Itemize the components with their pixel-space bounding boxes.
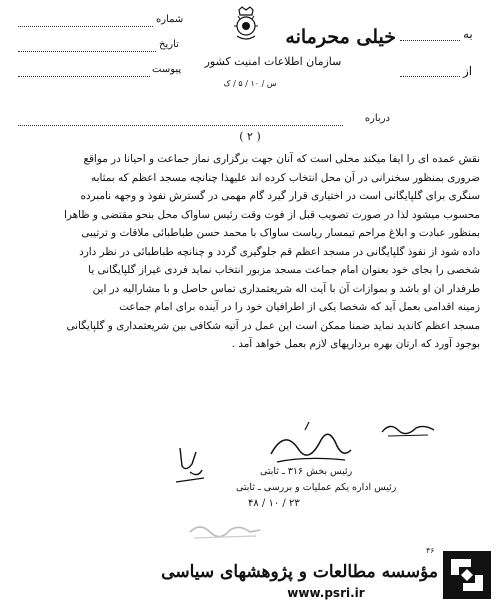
body-line: زمینه اقدامی بعمل آید که شخصا یکی از اطرافیان خود را در آینده برای امام جماعت: [119, 301, 480, 313]
from-label: از: [463, 64, 473, 78]
faded-stamp-icon: [186, 518, 264, 542]
to-line: [400, 40, 460, 41]
signature-date: ۲۳ / ۱۰ / ۴۸: [248, 498, 300, 509]
document-page-number: ۴۶: [426, 546, 435, 555]
subject-label: درباره: [364, 113, 390, 124]
psri-logo-icon: [443, 551, 491, 599]
signature-line-section-head: رئیس بخش ۳۱۶ ـ ثابتی: [260, 466, 353, 477]
body-line: محسوب میشود لذا در صورت تصویب قبل از فوت وقت رئیس ساواک محل بنحو مقتضی و ظاهرا: [64, 208, 480, 221]
number-label: شماره: [156, 14, 184, 25]
from-line: [400, 76, 460, 77]
attachment-label: پیوست: [152, 64, 182, 75]
body-line: سنگری برای گلپایگانی است در اختیاری قرار گیرد گام مهمی در گسترش نفوذ و وجهه نامبرده: [80, 190, 480, 202]
attachment-line: [18, 76, 150, 77]
body-line: بوجود آورد که ارتان بهره برداریهای لازم بعمل خواهد آمد .: [231, 338, 480, 350]
signature-line-department-head: رئیس اداره یکم عملیات و بررسی ـ ثابتی: [236, 482, 397, 493]
footer-website-link[interactable]: www.psri.ir: [287, 586, 365, 600]
footer-organization-name: مؤسسه مطالعات و پژوهشهای سیاسی: [161, 562, 438, 582]
body-line: مسجد اعظم کاندید نماید ضمنا ممکن است این عمل در آتیه شکافی بین شریعتمداری و گلپایگانی: [66, 319, 480, 332]
organization-name: سازمان اطلاعات امنیت کشور: [204, 55, 342, 68]
date-line: [18, 51, 156, 52]
letter-body: [18, 150, 480, 354]
handwritten-signature-icon: [265, 420, 355, 470]
body-line: شخصی را بجای خود بعنوان امام جماعت مسجد مزبور انتخاب نماید فردی غیراز گلپایگانی یا: [88, 264, 480, 276]
body-line: نقش عمده ای را ایفا میکند محلی است که آنان جهت برگزاری نماز جماعت و احیانا در مواقع: [83, 153, 480, 165]
subject-line: [18, 125, 343, 126]
classification-title: خیلی محرمانه: [285, 26, 396, 48]
reference-code: س / ۱۰ / ۵ / ک: [223, 79, 277, 88]
body-line: طرفدار ان او باشد و بموازات آن با آیت اله شریعتمداری تماس حاصل و با مشارالیه در این: [92, 282, 480, 295]
body-line: بمنظور عبادت و ابلاغ مراحم تیمسار ریاست ساواک با محمد حسن طباطبائی ملاقات و ترتیبی: [81, 227, 480, 239]
number-line: [18, 26, 153, 27]
initials-signature-icon: [378, 418, 438, 440]
to-label: به: [463, 27, 473, 41]
body-line: ضروری بمنظور سخنرانی در آن محل انتخاب کرده اند علیهذا چنانچه مسجد اعظم که بمثابه: [91, 171, 480, 184]
page-number: ( ۲ ): [239, 130, 261, 143]
marginal-note-signature-icon: [172, 442, 208, 490]
date-label: تاریخ: [159, 39, 179, 50]
body-line: داده شود از نفوذ گلپایگانی در مسجد اعظم قم جلوگیری گردد و چنانچه طباطبائی در نظر دارد: [79, 245, 480, 258]
